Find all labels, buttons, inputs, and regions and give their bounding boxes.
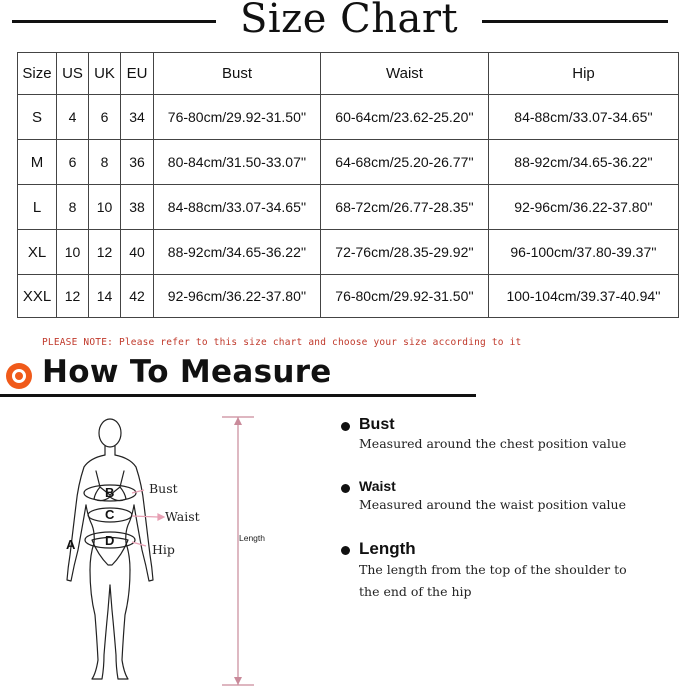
table-row [18,95,679,140]
header-us: US [57,53,89,95]
figure-bust-label: Bust [149,481,178,496]
size-chart-header [0,0,679,46]
table-row [18,185,679,230]
orange-circle-icon [6,363,32,389]
cell-size: XL [18,230,57,275]
cell-size: L [18,185,57,230]
cell-uk: 14 [89,275,121,318]
title-rule-left [12,20,216,23]
letter-d-label: D [105,533,115,548]
cell-hip: 92-96cm/36.22-37.80'' [489,185,679,230]
letter-c-label: C [105,507,115,522]
header-eu: EU [121,53,154,95]
letter-a-label: A [66,537,76,552]
header-hip: Hip [489,53,679,95]
cell-eu: 40 [121,230,154,275]
cell-eu: 38 [121,185,154,230]
cell-hip: 84-88cm/33.07-34.65'' [489,95,679,140]
measure-title: Bust [359,416,395,433]
cell-us: 8 [57,185,89,230]
size-table [17,52,679,318]
heading-underline [0,394,476,397]
cell-uk: 10 [89,185,121,230]
bullet-dot-icon [341,484,350,493]
measure-title: Waist [359,478,396,494]
header-bust: Bust [154,53,321,95]
table-row [18,230,679,275]
header-size: Size [18,53,57,95]
cell-eu: 36 [121,140,154,185]
figure-waist-label: Waist [165,509,200,524]
cell-us: 10 [57,230,89,275]
cell-bust: 84-88cm/33.07-34.65'' [154,185,321,230]
measure-title: Length [359,539,416,558]
page-title: Size Chart [239,0,459,42]
how-to-measure-title: How To Measure [42,354,332,390]
body-outline-icon [40,405,340,689]
cell-waist: 60-64cm/23.62-25.20'' [321,95,489,140]
cell-bust: 80-84cm/31.50-33.07'' [154,140,321,185]
cell-hip: 100-104cm/39.37-40.94'' [489,275,679,318]
bullet-dot-icon [341,422,350,431]
measure-desc: The length from the top of the shoulder to the end of the hip [359,562,627,599]
table-header-row [18,53,679,95]
measure-desc: Measured around the chest position value [359,436,627,451]
size-note: PLEASE NOTE: Please refer to this size chart and choose your size according to it [42,337,522,348]
measure-item-bust [337,418,677,468]
cell-eu: 42 [121,275,154,318]
table-row [18,275,679,318]
measure-desc: Measured around the waist position value [359,497,626,512]
cell-bust: 76-80cm/29.92-31.50'' [154,95,321,140]
measure-item-length [337,541,677,611]
title-rule-right [482,20,668,23]
measure-figure [40,405,340,689]
cell-us: 12 [57,275,89,318]
how-to-measure-header [0,352,679,400]
table-row [18,140,679,185]
cell-size: M [18,140,57,185]
cell-waist: 68-72cm/26.77-28.35'' [321,185,489,230]
cell-size: XXL [18,275,57,318]
figure-length-label: Length [239,533,265,543]
cell-uk: 12 [89,230,121,275]
cell-size: S [18,95,57,140]
cell-hip: 88-92cm/34.65-36.22'' [489,140,679,185]
header-waist: Waist [321,53,489,95]
cell-waist: 64-68cm/25.20-26.77'' [321,140,489,185]
cell-bust: 92-96cm/36.22-37.80'' [154,275,321,318]
header-uk: UK [89,53,121,95]
cell-bust: 88-92cm/34.65-36.22'' [154,230,321,275]
cell-waist: 72-76cm/28.35-29.92'' [321,230,489,275]
measure-item-waist [337,480,677,530]
letter-b-label: B [105,485,115,500]
cell-waist: 76-80cm/29.92-31.50'' [321,275,489,318]
cell-eu: 34 [121,95,154,140]
cell-us: 4 [57,95,89,140]
cell-us: 6 [57,140,89,185]
cell-uk: 8 [89,140,121,185]
figure-hip-label: Hip [152,542,175,557]
cell-hip: 96-100cm/37.80-39.37'' [489,230,679,275]
cell-uk: 6 [89,95,121,140]
bullet-dot-icon [341,546,350,555]
